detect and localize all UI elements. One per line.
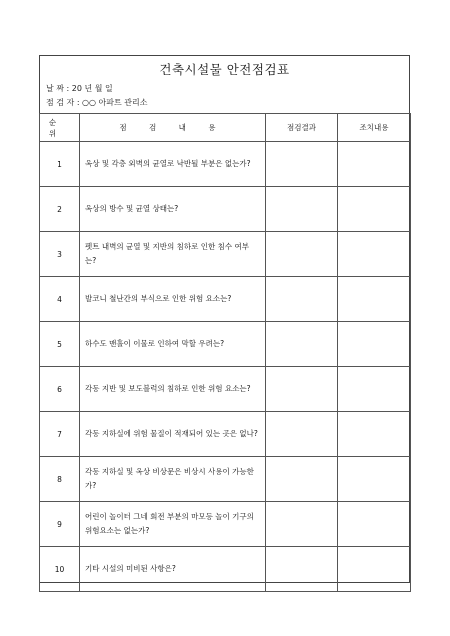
header-rank: 순 위 xyxy=(40,114,80,142)
inspection-form xyxy=(39,55,410,583)
row-check-item: 각동 지하실 및 옥상 비상문은 비상시 사용이 가능한가? xyxy=(80,457,266,502)
header-result: 점검결과 xyxy=(266,114,338,142)
row-check-item: 각동 지하실에 위험 물질이 적재되어 있는 곳은 없나? xyxy=(80,412,266,457)
row-number: 5 xyxy=(40,322,80,367)
table-row xyxy=(40,187,411,232)
row-check-item: 옥상 및 각층 외벽의 균열로 낙반될 부분은 없는가? xyxy=(80,142,266,187)
row-number: 6 xyxy=(40,367,80,412)
table-row xyxy=(40,322,411,367)
row-action-cell[interactable] xyxy=(338,367,411,412)
row-action-cell[interactable] xyxy=(338,232,411,277)
row-result-cell[interactable] xyxy=(266,322,338,367)
row-action-cell[interactable] xyxy=(338,412,411,457)
table-row xyxy=(40,547,411,592)
header-action: 조치내용 xyxy=(338,114,411,142)
table-row xyxy=(40,457,411,502)
row-action-cell[interactable] xyxy=(338,277,411,322)
row-number: 7 xyxy=(40,412,80,457)
row-result-cell[interactable] xyxy=(266,187,338,232)
row-check-item: 펫트 내벽의 균열 및 지반의 침하로 인한 침수 여부는? xyxy=(80,232,266,277)
row-number: 3 xyxy=(40,232,80,277)
table-row xyxy=(40,502,411,547)
date-line: 날 짜 : 20 년 월 일 xyxy=(46,84,113,93)
row-check-item: 어린이 놀이터 그네 회전 부분의 마모등 놀이 기구의 위험요소는 없는가? xyxy=(80,502,266,547)
row-result-cell[interactable] xyxy=(266,277,338,322)
row-action-cell[interactable] xyxy=(338,547,411,592)
row-check-item: 각동 지반 및 보도블럭의 침하로 인한 위험 요소는? xyxy=(80,367,266,412)
row-number: 10 xyxy=(40,547,80,592)
row-check-item: 하수도 맨홀이 이물로 인하여 막할 우려는? xyxy=(80,322,266,367)
row-check-item: 옥상의 방수 및 균열 상태는? xyxy=(80,187,266,232)
row-action-cell[interactable] xyxy=(338,142,411,187)
table-row xyxy=(40,412,411,457)
row-result-cell[interactable] xyxy=(266,142,338,187)
table-row xyxy=(40,277,411,322)
row-action-cell[interactable] xyxy=(338,187,411,232)
table-row xyxy=(40,367,411,412)
row-check-item: 발코니 철난간의 부식으로 인한 위험 요소는? xyxy=(80,277,266,322)
form-title: 건축시설물 안전점검표 xyxy=(159,62,290,77)
row-action-cell[interactable] xyxy=(338,502,411,547)
row-result-cell[interactable] xyxy=(266,412,338,457)
inspector-line: 점 검 자 : ○○ 아파트 관리소 xyxy=(46,98,148,107)
row-result-cell[interactable] xyxy=(266,502,338,547)
header-check-content: 점 검 내 용 xyxy=(80,114,266,142)
row-result-cell[interactable] xyxy=(266,457,338,502)
row-result-cell[interactable] xyxy=(266,367,338,412)
row-action-cell[interactable] xyxy=(338,457,411,502)
row-check-item: 기타 시설의 미비된 사항은? xyxy=(80,547,266,592)
inspection-table xyxy=(39,113,411,592)
row-result-cell[interactable] xyxy=(266,547,338,592)
row-number: 4 xyxy=(40,277,80,322)
row-number: 1 xyxy=(40,142,80,187)
table-row xyxy=(40,142,411,187)
row-action-cell[interactable] xyxy=(338,322,411,367)
row-result-cell[interactable] xyxy=(266,232,338,277)
row-number: 8 xyxy=(40,457,80,502)
table-header-row xyxy=(40,114,411,142)
row-number: 9 xyxy=(40,502,80,547)
row-number: 2 xyxy=(40,187,80,232)
table-row xyxy=(40,232,411,277)
